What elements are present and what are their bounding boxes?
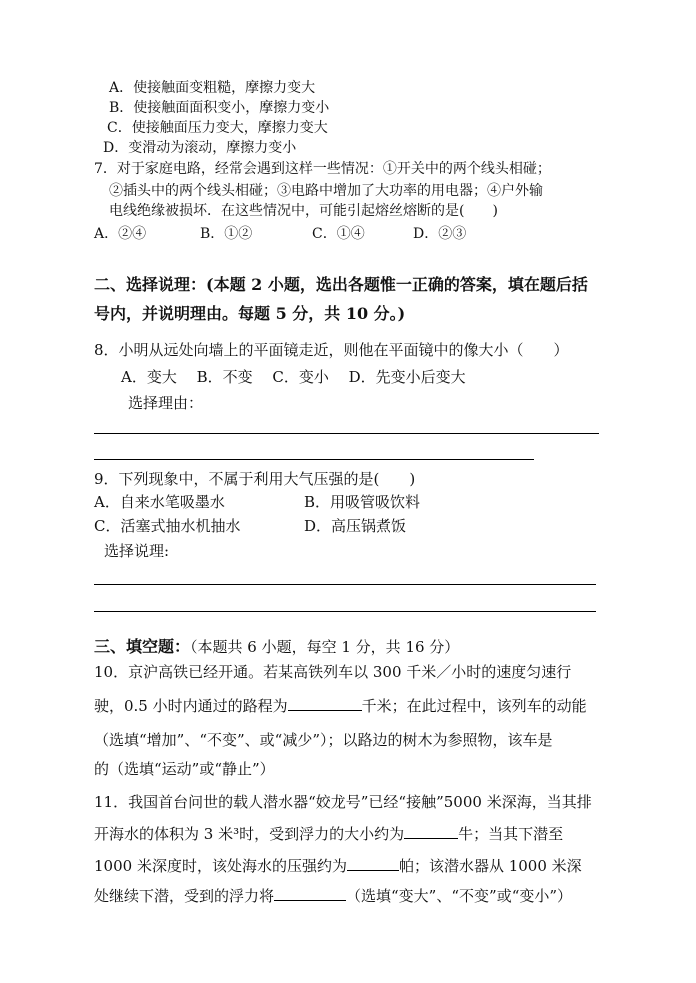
section2-instructions: (本题 2 小题，选出各题惟一正确的答案，填在题后括 xyxy=(206,275,588,294)
q9-answer-line-2 xyxy=(94,611,596,612)
q9-reason-label: 选择说理: xyxy=(104,542,170,560)
q6-option-d: D．变滑动为滚动，摩擦力变小 xyxy=(103,140,297,156)
q8-reason-label: 选择理由： xyxy=(128,394,204,412)
q11-line2 xyxy=(94,824,563,844)
section2-heading-line1 xyxy=(94,274,588,296)
q8-answer-line-2 xyxy=(94,459,534,460)
q7-stem-line1: 7．对于家庭电路，经常会遇到这样一些情况：①开关中的两个线头相碰； xyxy=(94,161,551,177)
section3-instructions: （本题共 6 小题，每空 1 分，共 16 分） xyxy=(190,638,460,656)
q8-options: A．变大 B．不变 C．变小 D．先变小后变大 xyxy=(121,368,466,386)
q11-blank-buoyancy[interactable] xyxy=(404,824,458,839)
q7-option-b: B．①② xyxy=(200,226,253,242)
section3-heading xyxy=(94,636,459,658)
q8-stem: 8．小明从远处向墙上的平面镜走近，则他在平面镜中的像大小（ ） xyxy=(94,341,569,359)
q9-stem: 9．下列现象中，不属于利用大气压强的是( ) xyxy=(94,470,416,488)
q7-option-c: C．①④ xyxy=(312,226,365,242)
q6-option-b: B．使接触面面积变小，摩擦力变小 xyxy=(109,100,330,116)
q11-line4-text-b: （选填“变大”、“不变”或“变小”） xyxy=(346,887,573,905)
q9-answer-line-1 xyxy=(94,584,596,585)
q11-blank-buoyancy-change[interactable] xyxy=(274,886,346,901)
q11-line4 xyxy=(94,886,572,906)
q8-answer-line-1 xyxy=(94,433,599,434)
q9-option-a: A．自来水笔吸墨水 xyxy=(94,493,225,511)
q11-line2-text-a: 开海水的体积为 3 米³时，受到浮力的大小约为 xyxy=(94,825,405,843)
q9-option-d: D．高压锅煮饭 xyxy=(304,517,407,535)
section3-title: 三、填空题： xyxy=(94,637,191,656)
q9-option-c: C．活塞式抽水机抽水 xyxy=(94,517,241,535)
q11-line3-text-b: 帕；该潜水器从 1000 米深 xyxy=(398,857,582,875)
q11-line3-text-a: 1000 米深度时，该处海水的压强约为 xyxy=(94,857,347,875)
q11-line3 xyxy=(94,856,582,876)
section2-heading-line2: 号内，并说明理由。每题 5 分，共 10 分。) xyxy=(94,304,406,323)
q11-line2-text-b: 牛；当其下潜至 xyxy=(458,825,564,843)
q11-line1: 11．我国首台问世的载人潜水器“姣龙号”已经“接触”5000 米深海，当其排 xyxy=(94,793,592,811)
q10-blank-distance[interactable] xyxy=(288,696,362,711)
q11-blank-pressure[interactable] xyxy=(347,856,399,871)
q6-option-a: A．使接触面变粗糙，摩擦力变大 xyxy=(109,80,316,96)
q7-stem-line2: ②插头中的两个线头相碰；③电路中增加了大功率的用电器；④户外输 xyxy=(109,183,543,199)
q11-line4-text-a: 处继续下潜，受到的浮力将 xyxy=(94,887,275,905)
q10-line1: 10．京沪高铁已经开通。若某高铁列车以 300 千米／小时的速度匀速行 xyxy=(94,663,572,681)
q10-line2-text-a: 驶，0.5 小时内通过的路程为 xyxy=(94,697,288,715)
q10-line2 xyxy=(94,696,587,716)
section2-title: 二、选择说理： xyxy=(94,275,207,294)
q7-option-d: D．②③ xyxy=(413,226,467,242)
q10-line2-text-b: 千米；在此过程中，该列车的动能 xyxy=(361,697,587,715)
q10-line4: 的（选填“运动”或“静止”） xyxy=(94,760,275,778)
q7-stem-line3: 电线绝缘被损坏．在这些情况中，可能引起熔丝熔断的是( ) xyxy=(109,203,498,219)
q7-option-a: A．②④ xyxy=(94,226,147,242)
q10-line3: （选填“增加”、“不变”、或“减少”）；以路边的树木为参照物，该车是 xyxy=(94,731,553,749)
q6-option-c: C．使接触面压力变大，摩擦力变大 xyxy=(107,120,328,136)
q9-option-b: B．用吸管吸饮料 xyxy=(304,493,421,511)
